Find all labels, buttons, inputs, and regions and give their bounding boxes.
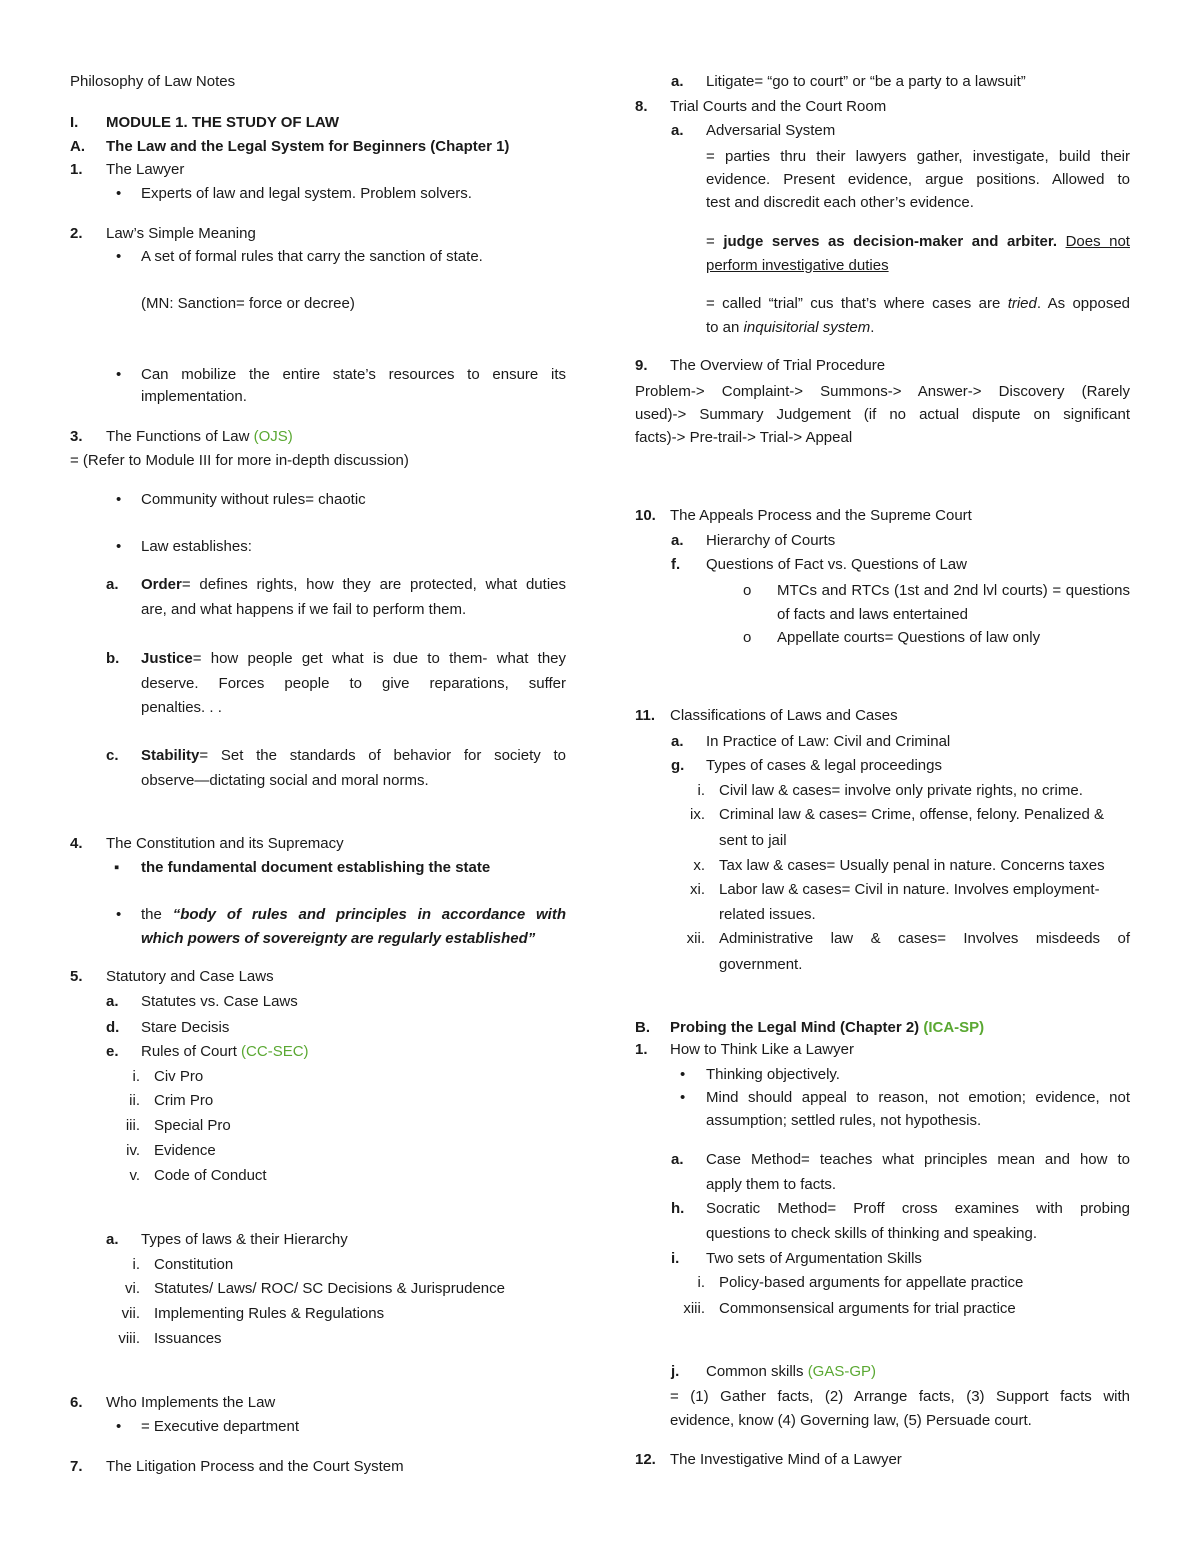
bullet-icon: •: [116, 491, 122, 508]
item-5-a-text: Statutes vs. Case Laws: [141, 993, 298, 1010]
case-line-1: Administrative law & cases= Involves misdeeds of: [719, 930, 1130, 947]
adversarial-title: Adversarial System: [706, 122, 836, 139]
item-5-number: 5.: [70, 968, 83, 985]
adversarial-p3-a: = called “trial” cus that’s where cases are: [706, 295, 1001, 312]
common-skills-text: Common skills: [706, 1363, 804, 1380]
courts-line-1: MTCs and RTCs (1st and 2nd lvl courts) = questions: [777, 582, 1130, 599]
adversarial-p3-d: .: [870, 319, 875, 336]
adversarial-p1-line-1: = parties thru their lawyers gather, investigate, build their: [706, 148, 1130, 165]
roc-item: Crim Pro: [154, 1092, 214, 1109]
adversarial-p3-line-2: [706, 318, 874, 338]
courts-line-2: of facts and laws entertained: [777, 606, 968, 623]
item-7-number: 7.: [70, 1458, 83, 1475]
socratic-line-2: questions to check skills of thinking and speaking.: [706, 1225, 1038, 1242]
argument-num: i.: [697, 1274, 705, 1291]
item-5-e-text: [141, 1042, 309, 1062]
module-title: MODULE 1. THE STUDY OF LAW: [106, 114, 340, 131]
case-method-line-1: Case Method= teaches what principles mean and how to: [706, 1151, 1130, 1168]
b1-bullet-1: Thinking objectively.: [706, 1066, 840, 1083]
litigate-text: Litigate= “go to court” or “be a party to a lawsuit”: [706, 73, 1026, 90]
justice-label: b.: [106, 650, 120, 667]
case-line-1: Labor law & cases= Civil in nature. Involves employment-: [719, 881, 1100, 898]
case-line-2: related issues.: [719, 906, 816, 923]
stability-term: Stability: [141, 747, 200, 764]
case-line-1: Tax law & cases= Usually penal in nature. Concerns taxes: [719, 857, 1105, 874]
case-num: i.: [697, 782, 705, 799]
item-4-title: The Constitution and its Supremacy: [106, 835, 344, 852]
hierarchy-item: Statutes/ Laws/ ROC/ SC Decisions & Jurisprudence: [154, 1280, 505, 1297]
item-9-line-3: facts)-> Pre-trail-> Trial-> Appeal: [635, 429, 853, 446]
questions-text: Questions of Fact vs. Questions of Law: [706, 556, 967, 573]
item-3-reference: = (Refer to Module III for more in-depth discussion): [70, 452, 409, 469]
item-6-number: 6.: [70, 1394, 83, 1411]
item-4-quote-part-1: “body of rules and principles in accordance with: [172, 906, 566, 923]
item-3-number: 3.: [70, 428, 83, 445]
practice-label: a.: [671, 733, 684, 750]
types-label: a.: [106, 1231, 119, 1248]
item-2-mnemonic: (MN: Sanction= force or decree): [141, 295, 355, 312]
hierarchy-num: viii.: [118, 1330, 140, 1347]
common-skills-title: [706, 1362, 876, 1382]
hierarchy-item: Constitution: [154, 1256, 234, 1273]
section-a-label: A.: [70, 138, 85, 155]
appellate-line: Appellate courts= Questions of law only: [777, 629, 1041, 646]
square-bullet-icon: ▪: [114, 859, 120, 876]
common-skills-line-1: = (1) Gather facts, (2) Arrange facts, (3) Support facts with: [670, 1388, 1130, 1405]
roc-num: v.: [129, 1167, 140, 1184]
stability-line-2: observe—dictating social and moral norms.: [141, 772, 429, 789]
hierarchy-item: Implementing Rules & Regulations: [154, 1305, 385, 1322]
item-8-title: Trial Courts and the Court Room: [670, 98, 887, 115]
item-9-title: The Overview of Trial Procedure: [670, 357, 886, 374]
item-6-bullet-1: = Executive department: [141, 1418, 300, 1435]
item-11-title: Classifications of Laws and Cases: [670, 707, 898, 724]
justice-line-3: penalties. . .: [141, 699, 222, 716]
item-9-line-1: Problem-> Complaint-> Summons-> Answer-> Discovery (Rarely: [635, 383, 1130, 400]
case-num: xi.: [690, 881, 705, 898]
b1-title: How to Think Like a Lawyer: [670, 1041, 854, 1058]
order-line-2: are, and what happens if we fail to perform them.: [141, 601, 467, 618]
hierarchy-num: vi.: [125, 1280, 140, 1297]
item-3-title: [106, 427, 293, 447]
hierarchy-num: i.: [132, 1256, 140, 1273]
hierarchy-item: Issuances: [154, 1330, 222, 1347]
item-10-title: The Appeals Process and the Supreme Court: [670, 507, 972, 524]
socratic-label: h.: [671, 1200, 685, 1217]
item-2-title: Law’s Simple Meaning: [106, 225, 256, 242]
item-1-bullet-1: Experts of law and legal system. Problem solvers.: [141, 185, 472, 202]
item-5-d-label: d.: [106, 1019, 120, 1036]
item-5-d-text: Stare Decisis: [141, 1019, 230, 1036]
bullet-icon: •: [680, 1066, 686, 1083]
adversarial-p3-c: to an: [706, 319, 740, 336]
adversarial-p1-line-2: evidence. Present evidence, argue positions. Allowed to: [706, 171, 1130, 188]
adversarial-p2-line-1: [706, 232, 1130, 252]
case-line-2: sent to jail: [719, 832, 787, 849]
hierarchy-courts-text: Hierarchy of Courts: [706, 532, 836, 549]
bullet-icon: •: [116, 248, 122, 265]
order-term: Order: [141, 576, 182, 593]
module-number: I.: [70, 114, 79, 131]
common-skills-code: (GAS-GP): [807, 1363, 877, 1380]
roc-num: ii.: [129, 1092, 140, 1109]
circle-bullet-icon: o: [743, 629, 752, 646]
item-4-number: 4.: [70, 835, 83, 852]
item-11-number: 11.: [635, 707, 656, 724]
item-9-line-2: used)-> Summary Judgement (if no actual dispute on significant: [635, 406, 1130, 423]
adversarial-p3-line-1: [706, 294, 1130, 314]
practice-text: In Practice of Law: Civil and Criminal: [706, 733, 951, 750]
case-num: x.: [693, 857, 705, 874]
adversarial-p3-b: . As opposed: [1036, 295, 1131, 312]
bullet-icon: •: [116, 366, 122, 383]
adversarial-label: a.: [671, 122, 684, 139]
case-line-1: Civil law & cases= involve only private rights, no crime.: [719, 782, 1083, 799]
item-12-number: 12.: [635, 1451, 656, 1468]
order-line-1: [141, 575, 566, 595]
roc-num: iv.: [126, 1142, 140, 1159]
item-2-number: 2.: [70, 225, 83, 242]
item-7-title: The Litigation Process and the Court System: [106, 1458, 404, 1475]
argumentation-title: Two sets of Argumentation Skills: [706, 1250, 922, 1267]
rules-of-court-text: Rules of Court: [141, 1043, 237, 1060]
stability-line-1: [141, 746, 566, 766]
litigate-label: a.: [671, 73, 684, 90]
bullet-icon: •: [116, 185, 122, 202]
hierarchy-num: vii.: [121, 1305, 140, 1322]
item-10-number: 10.: [635, 507, 656, 524]
justice-line-1: [141, 649, 566, 669]
stability-label: c.: [106, 747, 119, 764]
common-skills-line-2: evidence, know (4) Governing law, (5) Persuade court.: [670, 1412, 1032, 1429]
argument-item: Commonsensical arguments for trial practice: [719, 1300, 1016, 1317]
justice-line-2: deserve. Forces people to give reparations, suffer: [141, 675, 566, 692]
rules-of-court-code: (CC-SEC): [241, 1043, 309, 1060]
item-1-title: The Lawyer: [106, 161, 185, 178]
hierarchy-courts-label: a.: [671, 532, 684, 549]
order-label: a.: [106, 576, 119, 593]
roc-item: Code of Conduct: [154, 1167, 267, 1184]
item-8-number: 8.: [635, 98, 648, 115]
circle-bullet-icon: o: [743, 582, 752, 599]
item-3-bullet-1: Community without rules= chaotic: [141, 491, 366, 508]
socratic-line-1: Socratic Method= Proff cross examines with probing: [706, 1200, 1130, 1217]
case-method-label: a.: [671, 1151, 684, 1168]
item-2-bullet-1: A set of formal rules that carry the sanction of state.: [141, 248, 483, 265]
case-method-line-2: apply them to facts.: [706, 1176, 837, 1193]
item-4-bullet-2-line-2: which powers of sovereignty are regularly established”: [141, 930, 536, 947]
stability-def: = Set the standards of behavior for society to: [199, 747, 566, 764]
roc-item: Special Pro: [154, 1117, 231, 1134]
section-b-code: (ICA-SP): [923, 1019, 985, 1036]
case-num: ix.: [690, 806, 705, 823]
b1-bullet-2-line-2: assumption; settled rules, not hypothesis.: [706, 1112, 982, 1129]
roc-num: iii.: [125, 1117, 140, 1134]
item-1-number: 1.: [70, 161, 83, 178]
common-skills-label: j.: [671, 1363, 680, 1380]
section-a-title: The Law and the Legal System for Beginners (Chapter 1): [106, 138, 510, 155]
types-title: Types of laws & their Hierarchy: [141, 1231, 348, 1248]
roc-item: Civ Pro: [154, 1068, 204, 1085]
roc-num: i.: [132, 1068, 140, 1085]
adversarial-p2-underline-1: Does not: [1065, 233, 1130, 250]
case-num: xii.: [686, 930, 705, 947]
types-cases-text: Types of cases & legal proceedings: [706, 757, 942, 774]
bullet-icon: •: [116, 1418, 122, 1435]
argument-item: Policy-based arguments for appellate practice: [719, 1274, 1024, 1291]
item-9-number: 9.: [635, 357, 648, 374]
adversarial-p3-italic: tried: [1007, 295, 1037, 312]
item-5-e-label: e.: [106, 1043, 119, 1060]
item-3-mnemonic-code: (OJS): [253, 428, 293, 445]
argument-num: xiii.: [683, 1300, 705, 1317]
item-4-bullet-2-line-1: [141, 905, 566, 925]
bullet-icon: •: [116, 906, 122, 923]
section-b-title-text: Probing the Legal Mind (Chapter 2): [670, 1019, 920, 1036]
section-b-label: B.: [635, 1019, 650, 1036]
item-6-title: Who Implements the Law: [106, 1394, 276, 1411]
justice-term: Justice: [141, 650, 193, 667]
roc-item: Evidence: [154, 1142, 216, 1159]
item-3-bullet-2: Law establishes:: [141, 538, 252, 555]
item-4-bullet-2-prefix: the: [141, 906, 162, 923]
justice-def: = how people get what is due to them- what they: [192, 650, 566, 667]
adversarial-p2-line-2: perform investigative duties: [706, 257, 889, 274]
item-4-bullet-1: the fundamental document establishing the state: [141, 859, 491, 876]
item-12-title: The Investigative Mind of a Lawyer: [670, 1451, 902, 1468]
adversarial-p1-line-3: test and discredit each other’s evidence.: [706, 194, 974, 211]
item-2-bullet-2-line-1: Can mobilize the entire state’s resources to ensure its: [141, 366, 566, 383]
order-def: = defines rights, how they are protected, what duties: [181, 576, 566, 593]
item-3-title-text: The Functions of Law: [106, 428, 250, 445]
argumentation-label: i.: [671, 1250, 680, 1267]
case-line-1: Criminal law & cases= Crime, offense, felony. Penalized &: [719, 806, 1105, 823]
item-2-bullet-2-line-2: implementation.: [141, 388, 247, 405]
questions-label: f.: [671, 556, 681, 573]
item-5-a-label: a.: [106, 993, 119, 1010]
adversarial-p2-bold: judge serves as decision-maker and arbiter.: [723, 233, 1058, 250]
adversarial-p3-italic-2: inquisitorial system: [743, 319, 871, 336]
case-line-2: government.: [719, 956, 803, 973]
bullet-icon: •: [680, 1089, 686, 1106]
section-b-title: [670, 1018, 984, 1038]
item-5-title: Statutory and Case Laws: [106, 968, 274, 985]
b1-number: 1.: [635, 1041, 648, 1058]
bullet-icon: •: [116, 538, 122, 555]
document-title: Philosophy of Law Notes: [70, 73, 236, 90]
adversarial-p2-eq: =: [706, 233, 715, 250]
types-cases-label: g.: [671, 757, 685, 774]
b1-bullet-2-line-1: Mind should appeal to reason, not emotion; evidence, not: [706, 1089, 1130, 1106]
